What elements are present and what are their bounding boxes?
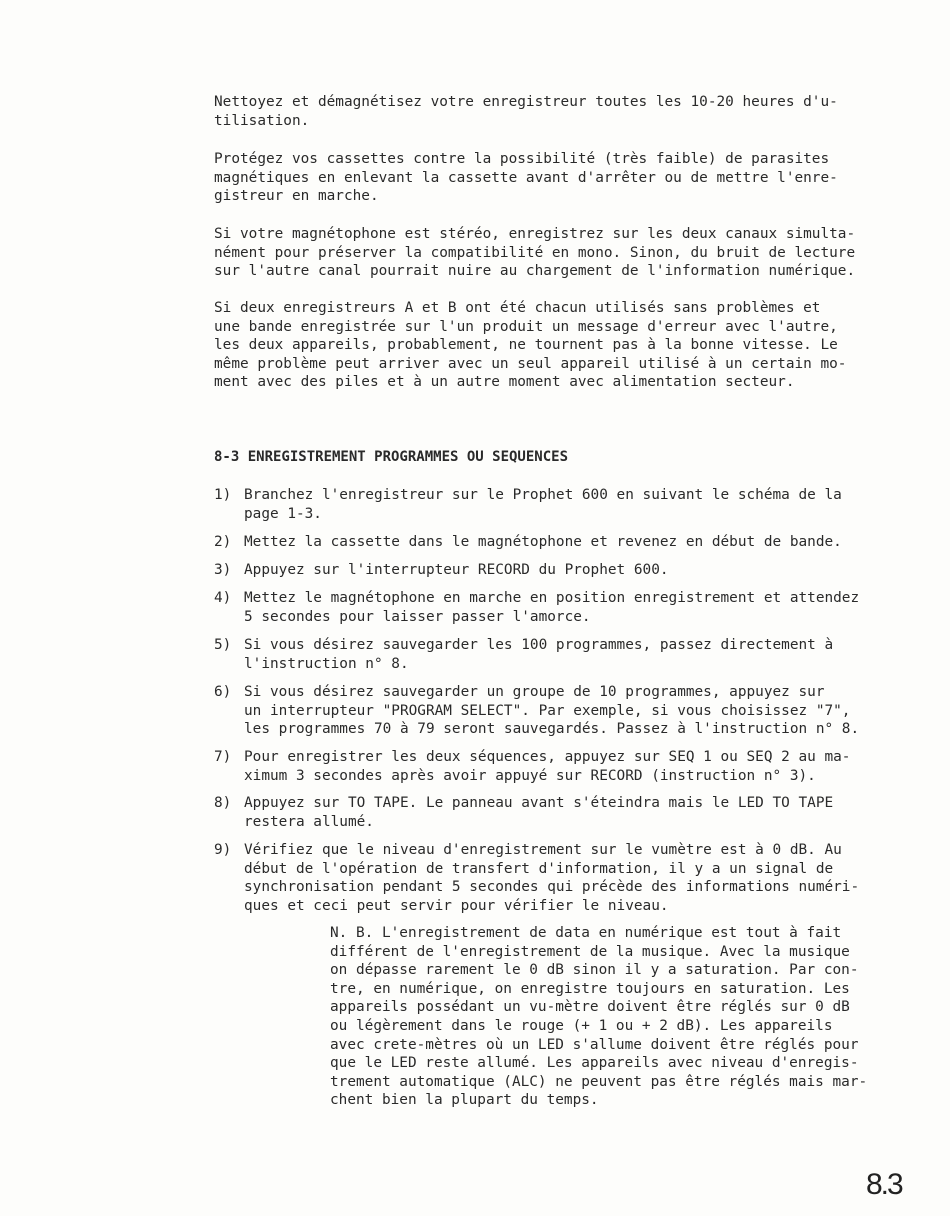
step-number: 9) bbox=[214, 842, 232, 858]
step-text: Mettez le magnétophone en marche en position enregistrement et attendez 5 secondes pour laisser passer l'amorce. bbox=[244, 590, 860, 625]
paragraph-stereo: Si votre magnétophone est stéréo, enregistrez sur les deux canaux simulta- nément pour préserver la compatibilité en mono. Sinon, du bruit de lecture sur l'autre canal pourrait nuire au chargement de l'information numérique. bbox=[214, 226, 856, 280]
nb-note: N. B. L'enregistrement de data en numérique est tout à fait différent de l'enregistrement de la musique. Avec la musique on dépasse rarement le 0 dB sinon il y a saturation. Par con- tre, en numérique, on enregistre toujours en saturation. Les appareils possédant un vu-mètre doivent être réglés sur 0 dB ou légèrement dans le rouge (+ 1 ou + 2 dB). Les appareils avec crete-mètres où un LED s'allume doivent être réglés pour que le LED reste allumé. Les appareils avec niveau d'enregis- trement automatique (ALC) ne peuvent pas être réglés mais mar- chent bien la plupart du temps. bbox=[330, 925, 868, 1109]
step-text: Appuyez sur TO TAPE. Le panneau avant s'éteindra mais le LED TO TAPE restera allumé. bbox=[244, 795, 834, 830]
step-text: Mettez la cassette dans le magnétophone et revenez en début de bande. bbox=[244, 534, 842, 550]
paragraph-two-recorders: Si deux enregistreurs A et B ont été chacun utilisés sans problèmes et une bande enregistrée sur l'un produit un message d'erreur avec l'autre, les deux appareils, probablement, ne tournent pas à la bonne vitesse. Le même problème peut arriver avec un seul appareil utilisé à un certain mo- ment avec des piles et à un autre moment avec alimentation secteur. bbox=[214, 300, 847, 391]
paragraph-cleaning: Nettoyez et démagnétisez votre enregistreur toutes les 10-20 heures d'u- tilisation. bbox=[214, 94, 838, 129]
step-number: 3) bbox=[214, 562, 232, 578]
step-number: 6) bbox=[214, 684, 232, 700]
paragraph-protection: Protégez vos cassettes contre la possibilité (très faible) de parasites magnétiques en enlevant la cassette avant d'arrêter ou de mettre l'enre- gistreur en marche. bbox=[214, 151, 838, 205]
step-number: 7) bbox=[214, 749, 232, 765]
step-text: Appuyez sur l'interrupteur RECORD du Prophet 600. bbox=[244, 562, 669, 578]
step-number: 5) bbox=[214, 637, 232, 653]
step-text: Branchez l'enregistreur sur le Prophet 600 en suivant le schéma de la page 1-3. bbox=[244, 487, 842, 522]
step-text: Vérifiez que le niveau d'enregistrement sur le vumètre est à 0 dB. Au début de l'opération de transfert d'information, il y a un signal de synchronisation pendant 5 secondes qui précède des informations numéri- ques et ceci peut servir pour vérifier le niveau. bbox=[244, 842, 860, 914]
step-text: Si vous désirez sauvegarder un groupe de 10 programmes, appuyez sur un interrupteur "PROGRAM SELECT". Par exemple, si vous choisissez "7", les programmes 70 à 79 seront sauvegardés. Passez à l'instruction n° 8. bbox=[244, 684, 860, 738]
section-heading: 8-3 ENREGISTREMENT PROGRAMMES OU SEQUENCES bbox=[214, 449, 569, 465]
step-number: 8) bbox=[214, 795, 232, 811]
step-text: Si vous désirez sauvegarder les 100 programmes, passez directement à l'instruction n° 8. bbox=[244, 637, 834, 672]
step-number: 2) bbox=[214, 534, 232, 550]
page-number: 8.3 bbox=[866, 1168, 902, 1201]
step-number: 4) bbox=[214, 590, 232, 606]
step-number: 1) bbox=[214, 487, 232, 503]
step-text: Pour enregistrer les deux séquences, appuyez sur SEQ 1 ou SEQ 2 au ma- ximum 3 secondes après avoir appuyé sur RECORD (instruction n° 3). bbox=[244, 749, 851, 784]
